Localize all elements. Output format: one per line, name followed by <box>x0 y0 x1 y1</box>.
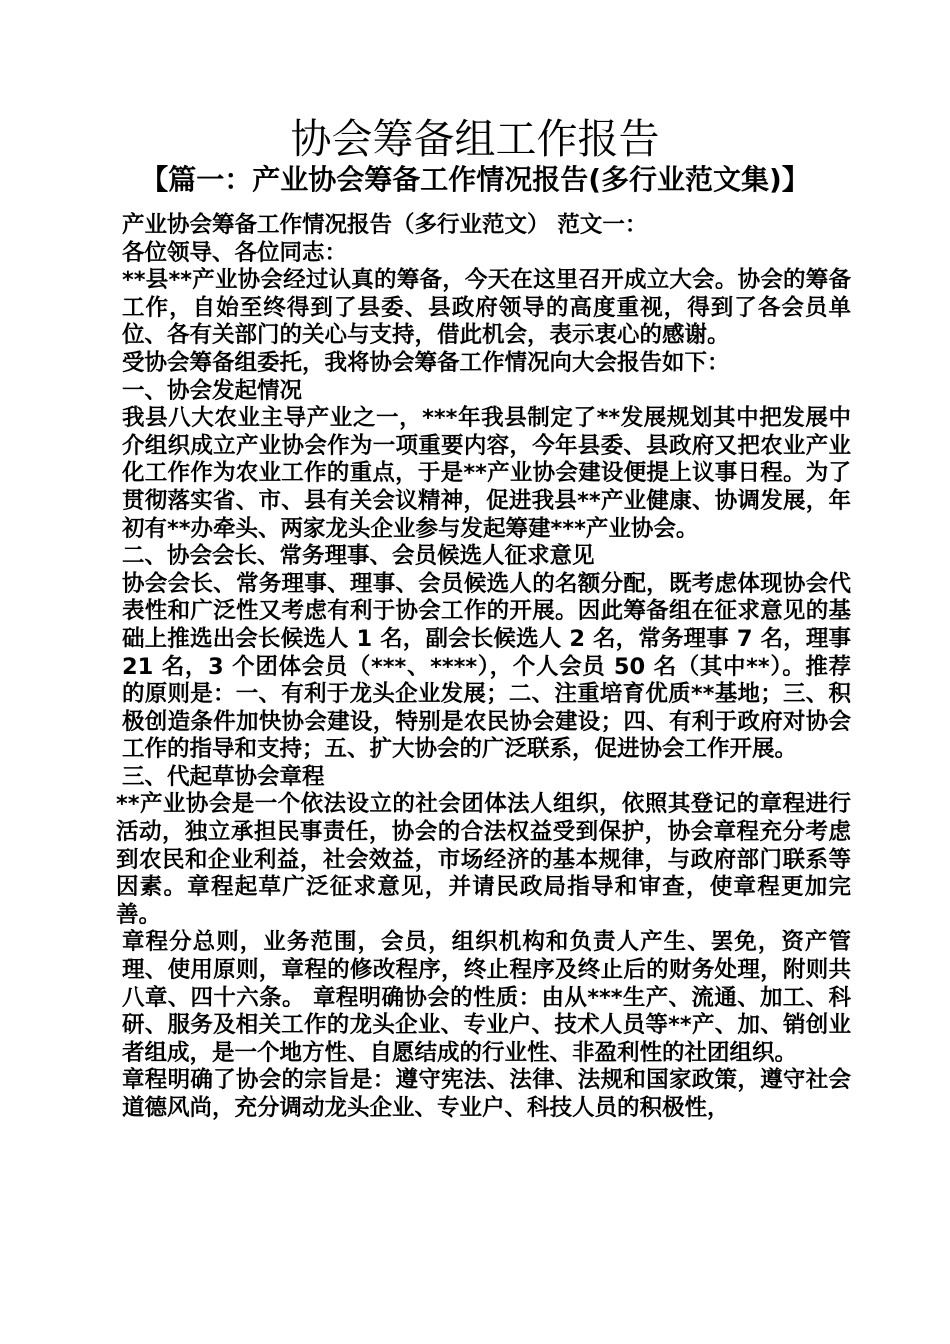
paragraph-section-3b: 章程分总则，业务范围，会员，组织机构和负责人产生、罢免，资产管理、使用原则，章程的修改程序，终止程序及终止后的财务处理，附则共八章、四十六条。 章程明确协会的性质：由从***生产、流通、加工、科研、服务及相关工作的龙头企业、专业户、技术人员等**产、加、销创业者组成，是一个地方性、自愿结成的行业性、非盈利性的社团组织。 <box>122 929 851 1066</box>
section-heading-1: 一、协会发起情况 <box>122 377 303 404</box>
paragraph-section-3a: **产业协会是一个依法设立的社会团体法人组织，依照其登记的章程进行活动，独立承担民事责任，协会的合法权益受到保护，协会章程充分考虑到农民和企业利益，社会效益，市场经济的基本规律，与政府部门联系等因素。章程起草广泛征求意见，并请民政局指导和审查，使章程更加完善。 <box>116 791 851 928</box>
section-heading-3: 三、代起草协会章程 <box>122 763 325 790</box>
document-subtitle: 【篇一：产业协会筹备工作情况报告(多行业范文集)】 <box>140 163 810 196</box>
paragraph-section-2: 协会会长、常务理事、理事、会员候选人的名额分配，既考虑体现协会代表性和广泛性又考虑有利于协会工作的开展。因此筹备组在征求意见的基础上推选出会长候选人 1 名，副会长候选人 2 名，常务理事 7 名，理事 21 名，3 个团体会员（***、****），个人会员 50 名（其中**）。推荐的原则是：一、有利于龙头企业发展；二、注重培育优质**基地；三、积极创造条件加快协会建设，特别是农民协会建设；四、有利于政府对协会工作的指导和支持；五、扩大协会的广泛联系，促进协会工作开展。 <box>122 570 851 763</box>
salutation: 各位领导、各位同志： <box>122 239 348 266</box>
heading-report-title: 产业协会筹备工作情况报告（多行业范文） 范文一： <box>122 212 648 238</box>
paragraph-section-1: 我县八大农业主导产业之一，***年我县制定了**发展规划其中把发展中介组织成立产业协会作为一项重要内容，今年县委、县政府又把农业产业化工作作为农业工作的重点，于是**产业协会建设便提上议事日程。为了贯彻落实省、市、县有关会议精神，促进我县**产业健康、协调发展，年初有**办牵头、两家龙头企业参与发起筹建***产业协会。 <box>122 405 851 542</box>
document-title: 协会筹备组工作报告 <box>290 115 660 163</box>
document-body <box>116 212 851 1123</box>
paragraph-section-3c: 章程明确了协会的宗旨是：遵守宪法、法律、法规和国家政策，遵守社会道德风尚，充分调动龙头企业、专业户、科技人员的积极性， <box>122 1067 851 1121</box>
paragraph-commission: 受协会筹备组委托，我将协会筹备工作情况向大会报告如下： <box>122 349 730 376</box>
section-heading-2: 二、协会会长、常务理事、会员候选人征求意见 <box>122 543 595 570</box>
paragraph-intro: **县**产业协会经过认真的筹备，今天在这里召开成立大会。协会的筹备工作，自始至终得到了县委、县政府领导的高度重视，得到了各会员单位、各有关部门的关心与支持，借此机会，表示衷心的感谢。 <box>122 267 851 349</box>
